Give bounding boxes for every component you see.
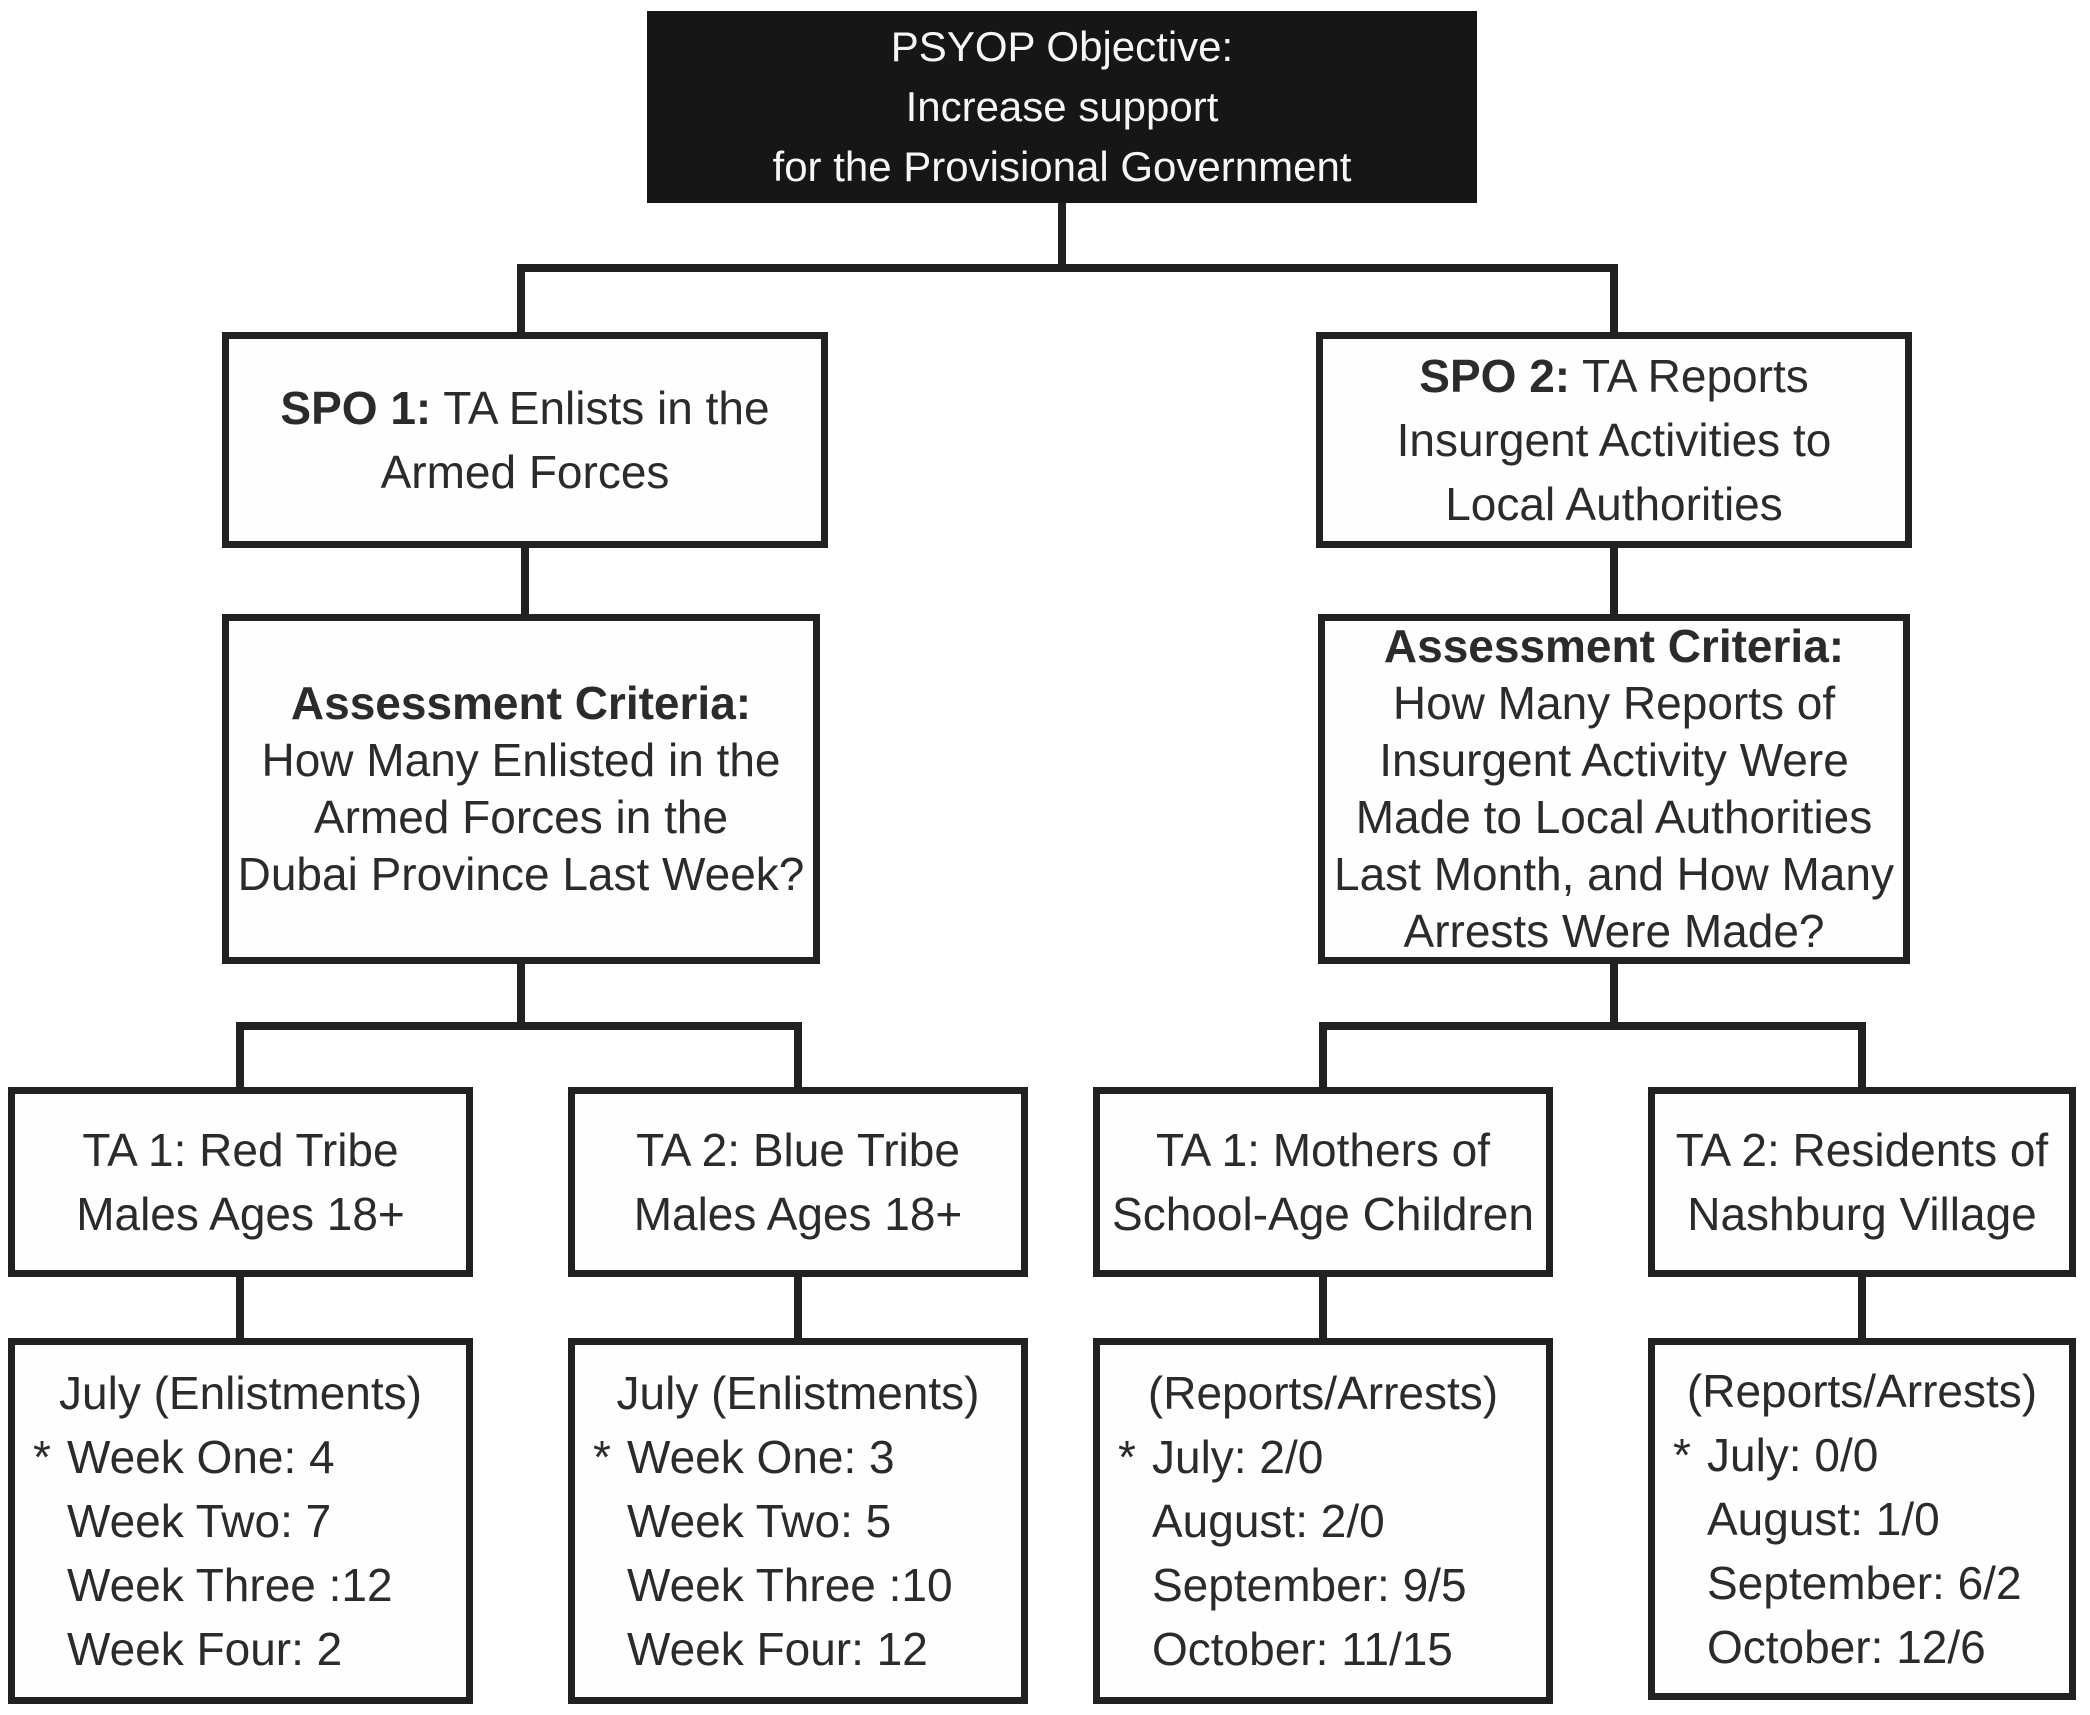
data3-item-1 <box>1118 1425 1546 1489</box>
data1-item-1 <box>33 1425 466 1489</box>
objective-line-2: Increase support <box>905 83 1219 130</box>
psyop-objective-box <box>647 11 1477 203</box>
data4-title: (Reports/Arrests) <box>1686 1365 2038 1417</box>
ta2l-line-2: Males Ages 18+ <box>633 1188 963 1240</box>
ta2-residents-box <box>1648 1087 2076 1277</box>
red-tribe-enlistments-box <box>8 1338 473 1704</box>
data1-title: July (Enlistments) <box>59 1367 422 1419</box>
data2-items <box>593 1425 1021 1681</box>
asterisk-marker: * <box>1673 1429 1691 1481</box>
ta2r-line-1: TA 2: Residents of <box>1675 1124 2049 1176</box>
data4-item-1 <box>1673 1423 2069 1487</box>
data2-item-1 <box>593 1425 1021 1489</box>
connector-ac1-split <box>240 1026 798 1090</box>
mothers-reports-arrests-box <box>1093 1338 1553 1704</box>
data4-items <box>1673 1423 2069 1679</box>
data2-item-2: Week Two: 5 <box>627 1495 892 1547</box>
ta1r-line-2: School-Age Children <box>1112 1188 1534 1240</box>
assessment-criteria-1-box <box>222 614 820 964</box>
ac1-heading: Assessment Criteria: <box>290 677 752 729</box>
spo1-line-1 <box>229 376 821 440</box>
spo2-label: SPO 2: <box>1419 350 1571 402</box>
ta2r-line-2: Nashburg Village <box>1687 1188 2037 1240</box>
asterisk-marker: * <box>33 1431 51 1483</box>
ac2-line-1: How Many Reports of <box>1392 677 1836 729</box>
ac2-line-2: Insurgent Activity Were <box>1379 734 1849 786</box>
asterisk-marker: * <box>593 1431 611 1483</box>
spo2-box <box>1316 332 1912 548</box>
ac1-line-2: Armed Forces in the <box>313 791 729 843</box>
data2-item-1-text: Week One: 3 <box>627 1431 895 1483</box>
assessment-criteria-2-box <box>1318 614 1910 964</box>
ta1-red-tribe-box <box>8 1087 473 1277</box>
ac2-line-5: Arrests Were Made? <box>1403 905 1825 957</box>
data1-item-1-text: Week One: 4 <box>67 1431 335 1483</box>
spo2-line-3: Local Authorities <box>1445 478 1783 530</box>
data4-item-1-text: July: 0/0 <box>1707 1429 1879 1481</box>
spo1-label: SPO 1: <box>280 382 432 434</box>
ta1l-line-1: TA 1: Red Tribe <box>82 1124 399 1176</box>
residents-reports-arrests-box <box>1648 1338 2076 1700</box>
blue-tribe-enlistments-box <box>568 1338 1028 1704</box>
objective-line-3: for the Provisional Government <box>772 143 1352 190</box>
connector-root-split <box>521 268 1614 338</box>
data1-item-4: Week Four: 2 <box>67 1623 343 1675</box>
data2-item-3: Week Three :10 <box>627 1559 953 1611</box>
data3-item-2: August: 2/0 <box>1152 1495 1385 1547</box>
data1-items <box>33 1425 466 1681</box>
connector-ac2-split <box>1323 1026 1862 1090</box>
ta1l-line-2: Males Ages 18+ <box>76 1188 405 1240</box>
ta1r-line-1: TA 1: Mothers of <box>1155 1124 1491 1176</box>
spo1-box <box>222 332 828 548</box>
data4-item-2: August: 1/0 <box>1707 1493 1940 1545</box>
data3-item-4: October: 11/15 <box>1152 1623 1453 1675</box>
data4-item-3: September: 6/2 <box>1707 1557 2022 1609</box>
spo2-line-1 <box>1323 344 1905 408</box>
asterisk-marker: * <box>1118 1431 1136 1483</box>
data3-item-1-text: July: 2/0 <box>1152 1431 1324 1483</box>
ac2-line-4: Last Month, and How Many <box>1334 848 1894 900</box>
data3-item-3: September: 9/5 <box>1152 1559 1467 1611</box>
spo1-title: TA Enlists in the <box>443 382 770 434</box>
data4-item-4: October: 12/6 <box>1707 1621 1986 1673</box>
spo2-title: TA Reports <box>1582 350 1809 402</box>
data3-items <box>1118 1425 1546 1681</box>
data2-item-4: Week Four: 12 <box>627 1623 928 1675</box>
ac2-line-3: Made to Local Authorities <box>1355 791 1873 843</box>
ta1-mothers-box <box>1093 1087 1553 1277</box>
data3-title: (Reports/Arrests) <box>1147 1367 1499 1419</box>
ac1-line-1: How Many Enlisted in the <box>261 734 781 786</box>
ac1-line-3: Dubai Province Last Week? <box>237 848 805 900</box>
ta2-blue-tribe-box <box>568 1087 1028 1277</box>
ta2l-line-1: TA 2: Blue Tribe <box>636 1124 960 1176</box>
spo2-line-2: Insurgent Activities to <box>1396 414 1832 466</box>
data2-title: July (Enlistments) <box>616 1367 980 1419</box>
objective-line-1: PSYOP Objective: <box>890 23 1234 70</box>
spo1-line-2: Armed Forces <box>380 446 670 498</box>
data1-item-3: Week Three :12 <box>67 1559 393 1611</box>
ac2-heading: Assessment Criteria: <box>1383 620 1845 672</box>
data1-item-2: Week Two: 7 <box>67 1495 332 1547</box>
